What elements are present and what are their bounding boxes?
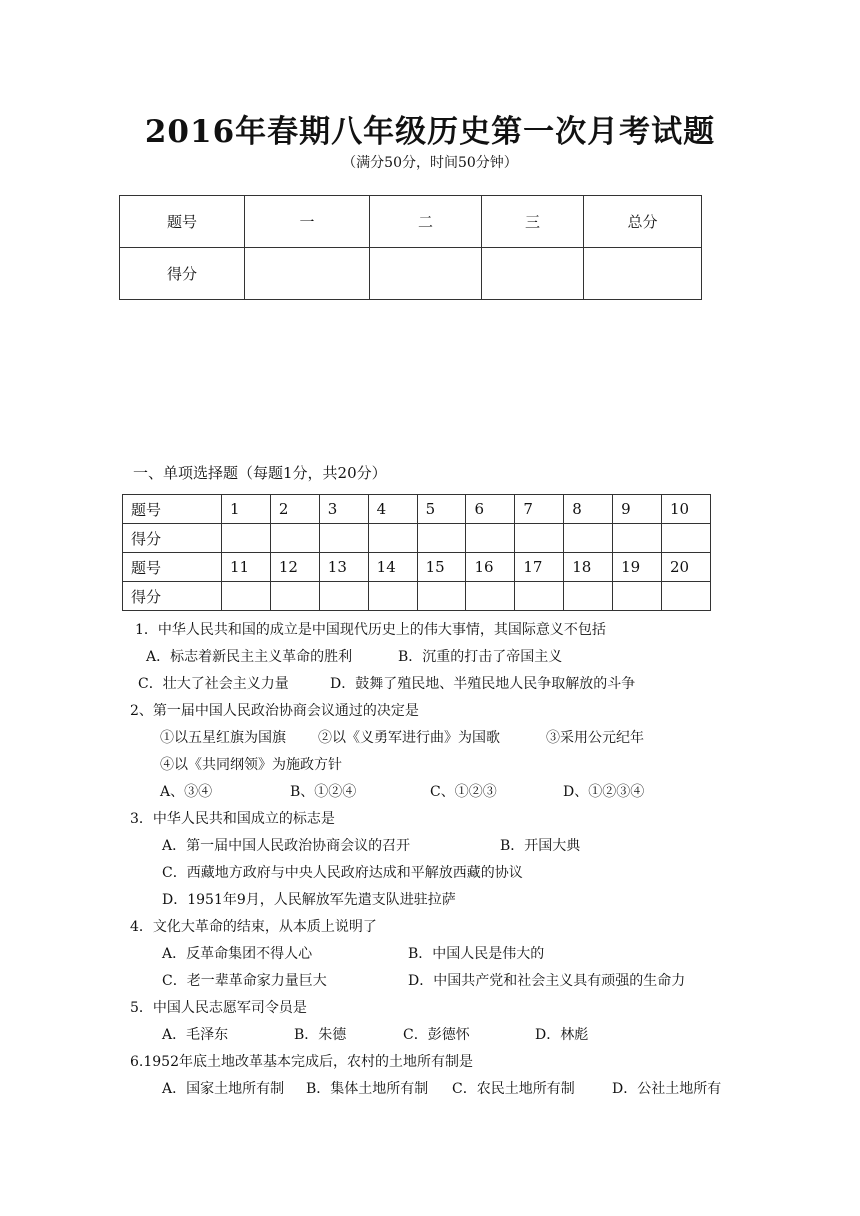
question-number: 16 <box>466 553 515 582</box>
answer-cell[interactable] <box>222 524 271 553</box>
question-number: 10 <box>662 495 711 524</box>
option-c: C．老一辈革命家力量巨大 <box>162 973 327 989</box>
answer-cell[interactable] <box>417 582 466 611</box>
answer-cell[interactable] <box>319 524 368 553</box>
option-a: A．反革命集团不得人心 <box>162 946 313 962</box>
question-stem: 1．中华人民共和国的成立是中国现代历史上的伟大事情，其国际意义不包括 <box>135 622 606 638</box>
statement-item: ④以《共同纲领》为施政方针 <box>160 757 342 773</box>
statement-item: ②以《义勇军进行曲》为国歌 <box>318 730 500 746</box>
option-c: C．农民土地所有制 <box>452 1081 575 1097</box>
option-b: B．朱德 <box>294 1027 347 1043</box>
option-b: B．集体土地所有制 <box>306 1081 429 1097</box>
answer-cell[interactable] <box>613 582 662 611</box>
option-d: D．鼓舞了殖民地、半殖民地人民争取解放的斗争 <box>330 676 636 692</box>
answer-cell[interactable] <box>466 582 515 611</box>
option-b: B、①②④ <box>290 784 357 800</box>
question-number: 13 <box>319 553 368 582</box>
question-stem: 4．文化大革命的结束，从本质上说明了 <box>130 919 377 935</box>
question-stem: 3．中华人民共和国成立的标志是 <box>130 811 335 827</box>
question-number: 7 <box>515 495 564 524</box>
question-number: 11 <box>222 553 271 582</box>
answer-cell[interactable] <box>417 524 466 553</box>
question-number: 6 <box>466 495 515 524</box>
score-table-cell-part3: 三 <box>482 196 584 248</box>
answer-grid-label: 得分 <box>123 524 222 553</box>
answer-grid <box>122 494 711 611</box>
question-number: 5 <box>417 495 466 524</box>
answer-cell[interactable] <box>515 524 564 553</box>
answer-cell[interactable] <box>613 524 662 553</box>
answer-cell[interactable] <box>466 524 515 553</box>
answer-cell[interactable] <box>515 582 564 611</box>
question-number: 15 <box>417 553 466 582</box>
option-c: C、①②③ <box>430 784 497 800</box>
question-number: 9 <box>613 495 662 524</box>
question-number: 8 <box>564 495 613 524</box>
score-cell-part1[interactable] <box>245 248 370 300</box>
question-number: 14 <box>368 553 417 582</box>
page-subtitle: （满分50分，时间50分钟） <box>342 155 518 171</box>
option-d: D、①②③④ <box>563 784 645 800</box>
answer-cell[interactable] <box>564 524 613 553</box>
question-number: 18 <box>564 553 613 582</box>
question-stem: 2、第一届中国人民政治协商会议通过的决定是 <box>130 703 419 719</box>
question-number: 2 <box>270 495 319 524</box>
statement-item: ①以五星红旗为国旗 <box>160 730 286 746</box>
question-number: 4 <box>368 495 417 524</box>
statement-item: ③采用公元纪年 <box>546 730 644 746</box>
score-table-header-row <box>120 196 702 248</box>
option-b: B．沉重的打击了帝国主义 <box>398 649 563 665</box>
score-table-cell-part1: 一 <box>245 196 370 248</box>
answer-cell[interactable] <box>270 524 319 553</box>
answer-cell[interactable] <box>222 582 271 611</box>
option-c: C．西藏地方政府与中央人民政府达成和平解放西藏的协议 <box>162 865 523 881</box>
score-table-score-label: 得分 <box>120 248 245 300</box>
question-number: 19 <box>613 553 662 582</box>
question-number: 20 <box>662 553 711 582</box>
score-table-cell-part2: 二 <box>370 196 482 248</box>
score-table <box>119 195 702 300</box>
option-a: A．标志着新民主主义革命的胜利 <box>146 649 353 665</box>
option-d: D．中国共产党和社会主义具有顽强的生命力 <box>408 973 686 989</box>
option-a: A．国家土地所有制 <box>162 1081 285 1097</box>
answer-grid-label: 题号 <box>123 495 222 524</box>
option-c: C．彭德怀 <box>403 1027 470 1043</box>
option-a: A、③④ <box>160 784 213 800</box>
question-number: 3 <box>319 495 368 524</box>
question-number: 12 <box>270 553 319 582</box>
question-number: 17 <box>515 553 564 582</box>
answer-cell[interactable] <box>270 582 319 611</box>
score-cell-part3[interactable] <box>482 248 584 300</box>
answer-cell[interactable] <box>368 524 417 553</box>
answer-grid-number-row <box>123 553 711 582</box>
option-d: D．公社土地所有 <box>612 1081 722 1097</box>
answer-grid-label: 得分 <box>123 582 222 611</box>
question-number: 1 <box>222 495 271 524</box>
score-table-cell-label: 题号 <box>120 196 245 248</box>
score-table-score-row <box>120 248 702 300</box>
question-stem: 5．中国人民志愿军司令员是 <box>130 1000 307 1016</box>
page-title: 2016年春期八年级历史第一次月考试题 <box>144 114 716 150</box>
answer-cell[interactable] <box>368 582 417 611</box>
option-b: B．中国人民是伟大的 <box>408 946 545 962</box>
answer-cell[interactable] <box>319 582 368 611</box>
score-table-cell-total: 总分 <box>584 196 702 248</box>
score-cell-part2[interactable] <box>370 248 482 300</box>
answer-grid-number-row <box>123 495 711 524</box>
question-stem: 6.1952年底土地改革基本完成后，农村的土地所有制是 <box>130 1054 473 1070</box>
option-c: C．壮大了社会主义力量 <box>138 676 289 692</box>
option-b: B．开国大典 <box>500 838 581 854</box>
option-a: A．第一届中国人民政治协商会议的召开 <box>162 838 411 854</box>
score-cell-total[interactable] <box>584 248 702 300</box>
answer-grid-label: 题号 <box>123 553 222 582</box>
option-d: D．林彪 <box>535 1027 589 1043</box>
option-a: A．毛泽东 <box>162 1027 229 1043</box>
answer-cell[interactable] <box>662 582 711 611</box>
answer-cell[interactable] <box>564 582 613 611</box>
option-d: D．1951年9月，人民解放军先遣支队进驻拉萨 <box>162 892 456 908</box>
answer-grid-score-row <box>123 524 711 553</box>
section-title: 一、单项选择题（每题1分，共20分） <box>133 464 387 482</box>
answer-grid-score-row <box>123 582 711 611</box>
answer-cell[interactable] <box>662 524 711 553</box>
